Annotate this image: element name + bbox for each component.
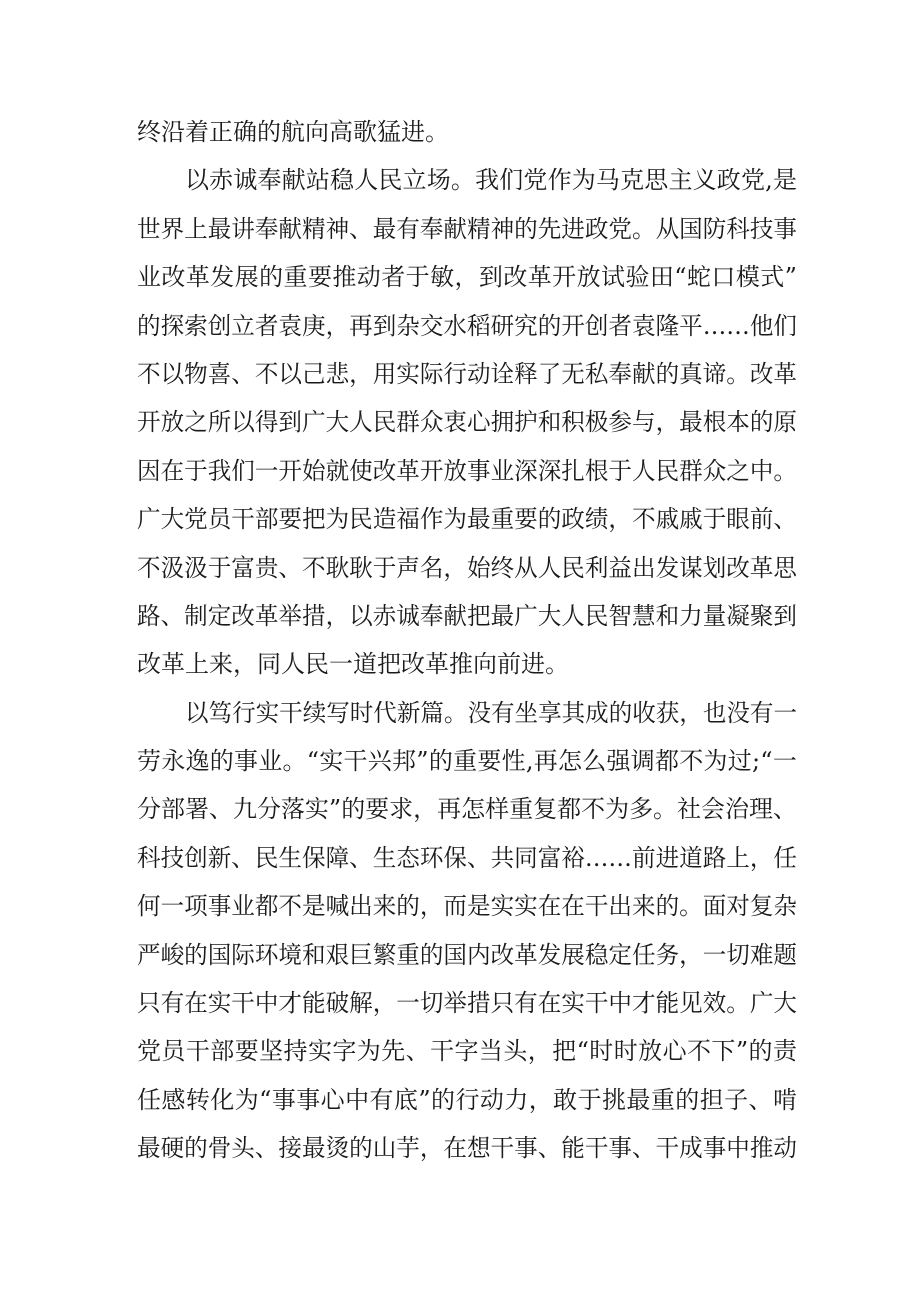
body-text: [137, 108, 797, 1173]
text-line: 不汲汲于富贵、不耿耿于声名，始终从人民利益出发谋划改革思: [137, 553, 797, 582]
text-line: 世界上最讲奉献精神、最有奉献精神的先进政党。从国防科技事: [137, 214, 797, 243]
text-line: 分部署、九分落实”的要求，再怎样重复都不为多。社会治理、: [137, 795, 797, 824]
text-line: 开放之所以得到广大人民群众衷心拥护和积极参与，最根本的原: [137, 408, 797, 437]
paragraph-first-line: 以赤诚奉献站稳人民立场。我们党作为马克思主义政党,是: [185, 166, 797, 195]
text-line: 何一项事业都不是喊出来的，而是实实在在干出来的。面对复杂: [137, 892, 797, 921]
text-line: 不以物喜、不以己悲，用实际行动诠释了无私奉献的真谛。改革: [137, 359, 797, 388]
text-line: 只有在实干中才能破解，一切举措只有在实干中才能见效。广大: [137, 989, 797, 1018]
text-line: 任感转化为“事事心中有底”的行动力，敢于挑最重的担子、啃: [137, 1085, 797, 1114]
text-line: 严峻的国际环境和艰巨繁重的国内改革发展稳定任务，一切难题: [137, 940, 797, 969]
text-line: 因在于我们一开始就使改革开放事业深深扎根于人民群众之中。: [137, 456, 797, 485]
text-line: 党员干部要坚持实字为先、干字当头，把“时时放心不下”的责: [137, 1037, 797, 1066]
text-line: 终沿着正确的航向高歌猛进。: [137, 118, 449, 146]
text-line: 改革上来，同人民一道把改革推向前进。: [137, 650, 569, 679]
text-line: 路、制定改革举措，以赤诚奉献把最广大人民智慧和力量凝聚到: [137, 601, 797, 630]
text-line: 科技创新、民生保障、生态环保、共同富裕……前进道路上，任: [137, 843, 797, 872]
paragraph-first-line: 以笃行实干续写时代新篇。没有坐享其成的收获，也没有一: [185, 698, 797, 727]
text-line: 业改革发展的重要推动者于敏，到改革开放试验田“蛇口模式”: [137, 263, 797, 292]
text-line: 的探索创立者袁庚，再到杂交水稻研究的开创者袁隆平……他们: [137, 311, 797, 340]
text-line: 劳永逸的事业。“实干兴邦”的重要性,再怎么强调都不为过;“一: [137, 747, 797, 776]
text-line: 最硬的骨头、接最烫的山芋，在想干事、能干事、干成事中推动: [137, 1134, 797, 1163]
text-line: 广大党员干部要把为民造福作为最重要的政绩，不戚戚于眼前、: [137, 505, 797, 534]
